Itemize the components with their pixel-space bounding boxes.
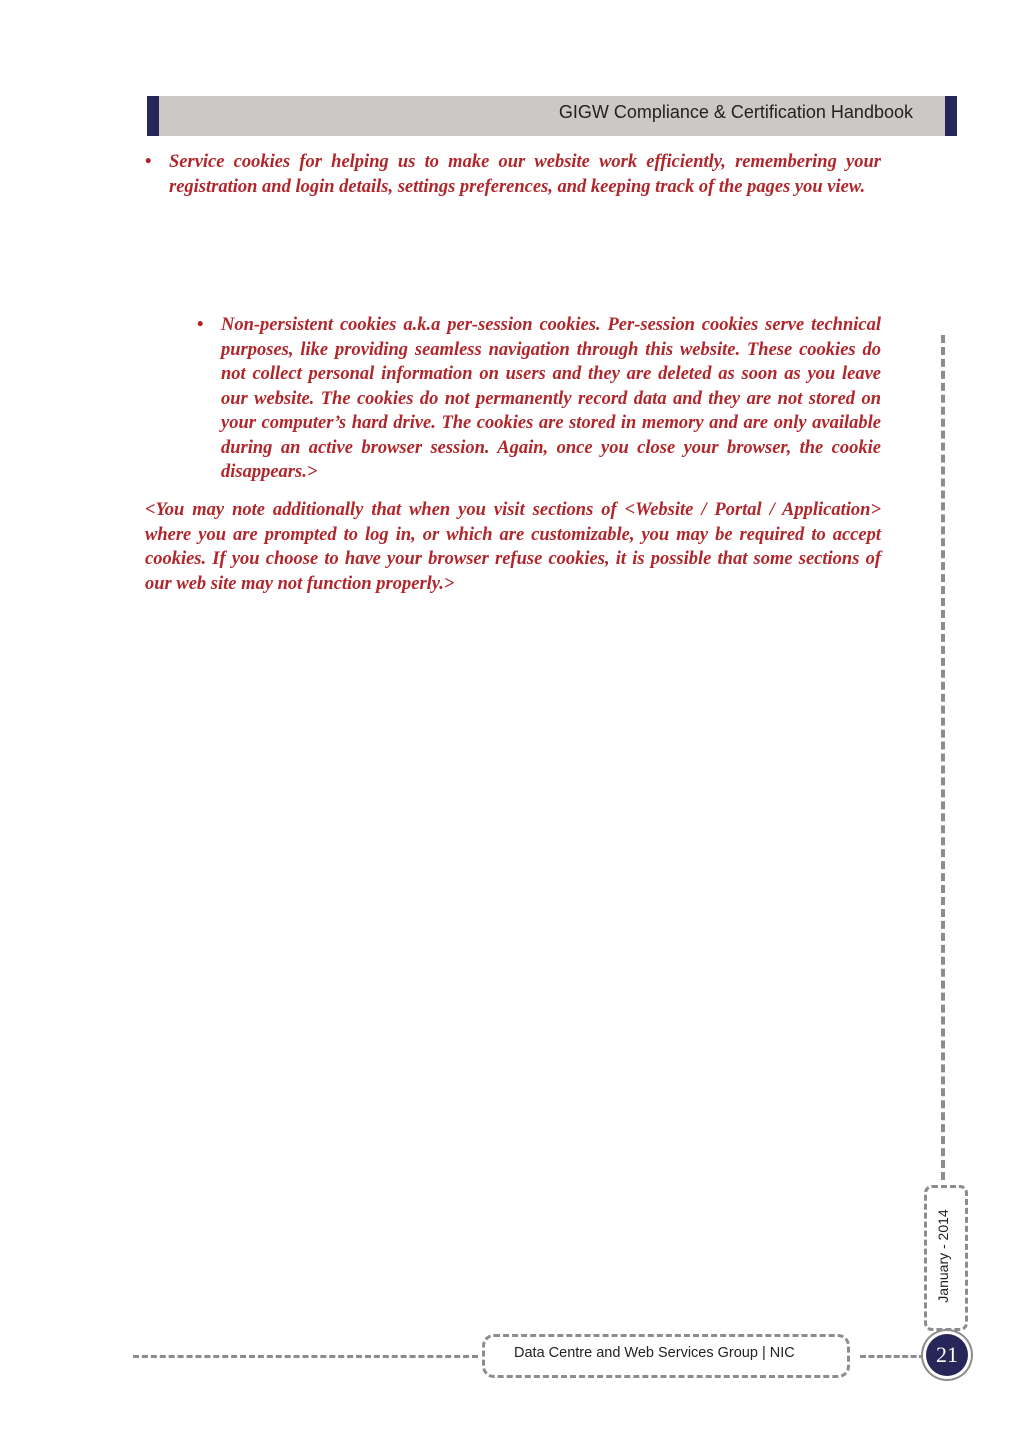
- header-accent-left: [147, 96, 159, 136]
- header-accent-right: [945, 96, 957, 136]
- footer-divider-left: [133, 1355, 478, 1358]
- list-item-service-cookies: [145, 150, 881, 199]
- footer-org: Data Centre and Web Services Group | NIC: [514, 1345, 795, 1361]
- bullet-icon: •: [197, 315, 204, 335]
- bullet-text: Service cookies for helping us to make our website work efficiently, remembering your registration and login details, settings preferences, and keeping track of the pages you view.: [169, 152, 881, 197]
- footer-divider-right: [860, 1355, 925, 1358]
- cookie-note-paragraph: <You may note additionally that when you visit sections of <Website / Portal / Application> where you are prompted to log in, or which are customizable, you may be required to accept cookies. If you choose to have your browser refuse cookies, it is possible that some sections of our web site may not function properly.>: [145, 500, 881, 594]
- side-divider: [941, 335, 945, 1180]
- page-title: GIGW Compliance & Certification Handbook: [558, 102, 913, 122]
- bullet-icon: •: [145, 152, 152, 172]
- bullet-text: Non-persistent cookies a.k.a per-session cookies. Per-session cookies serve technical purposes, like providing seamless navigation through this website. These cookies do not collect personal information on users and they are deleted as soon as you leave our website. The cookies do not permanently record data and they are not stored on your computer’s hard drive. The cookies are stored in memory and are only available during an active browser session. Again, once you close your browser, the cookie disappears.>: [221, 315, 881, 482]
- list-item-non-persistent-cookies: [197, 313, 881, 485]
- edition-date: January - 2014: [935, 1209, 951, 1303]
- page-number: 21: [926, 1334, 968, 1376]
